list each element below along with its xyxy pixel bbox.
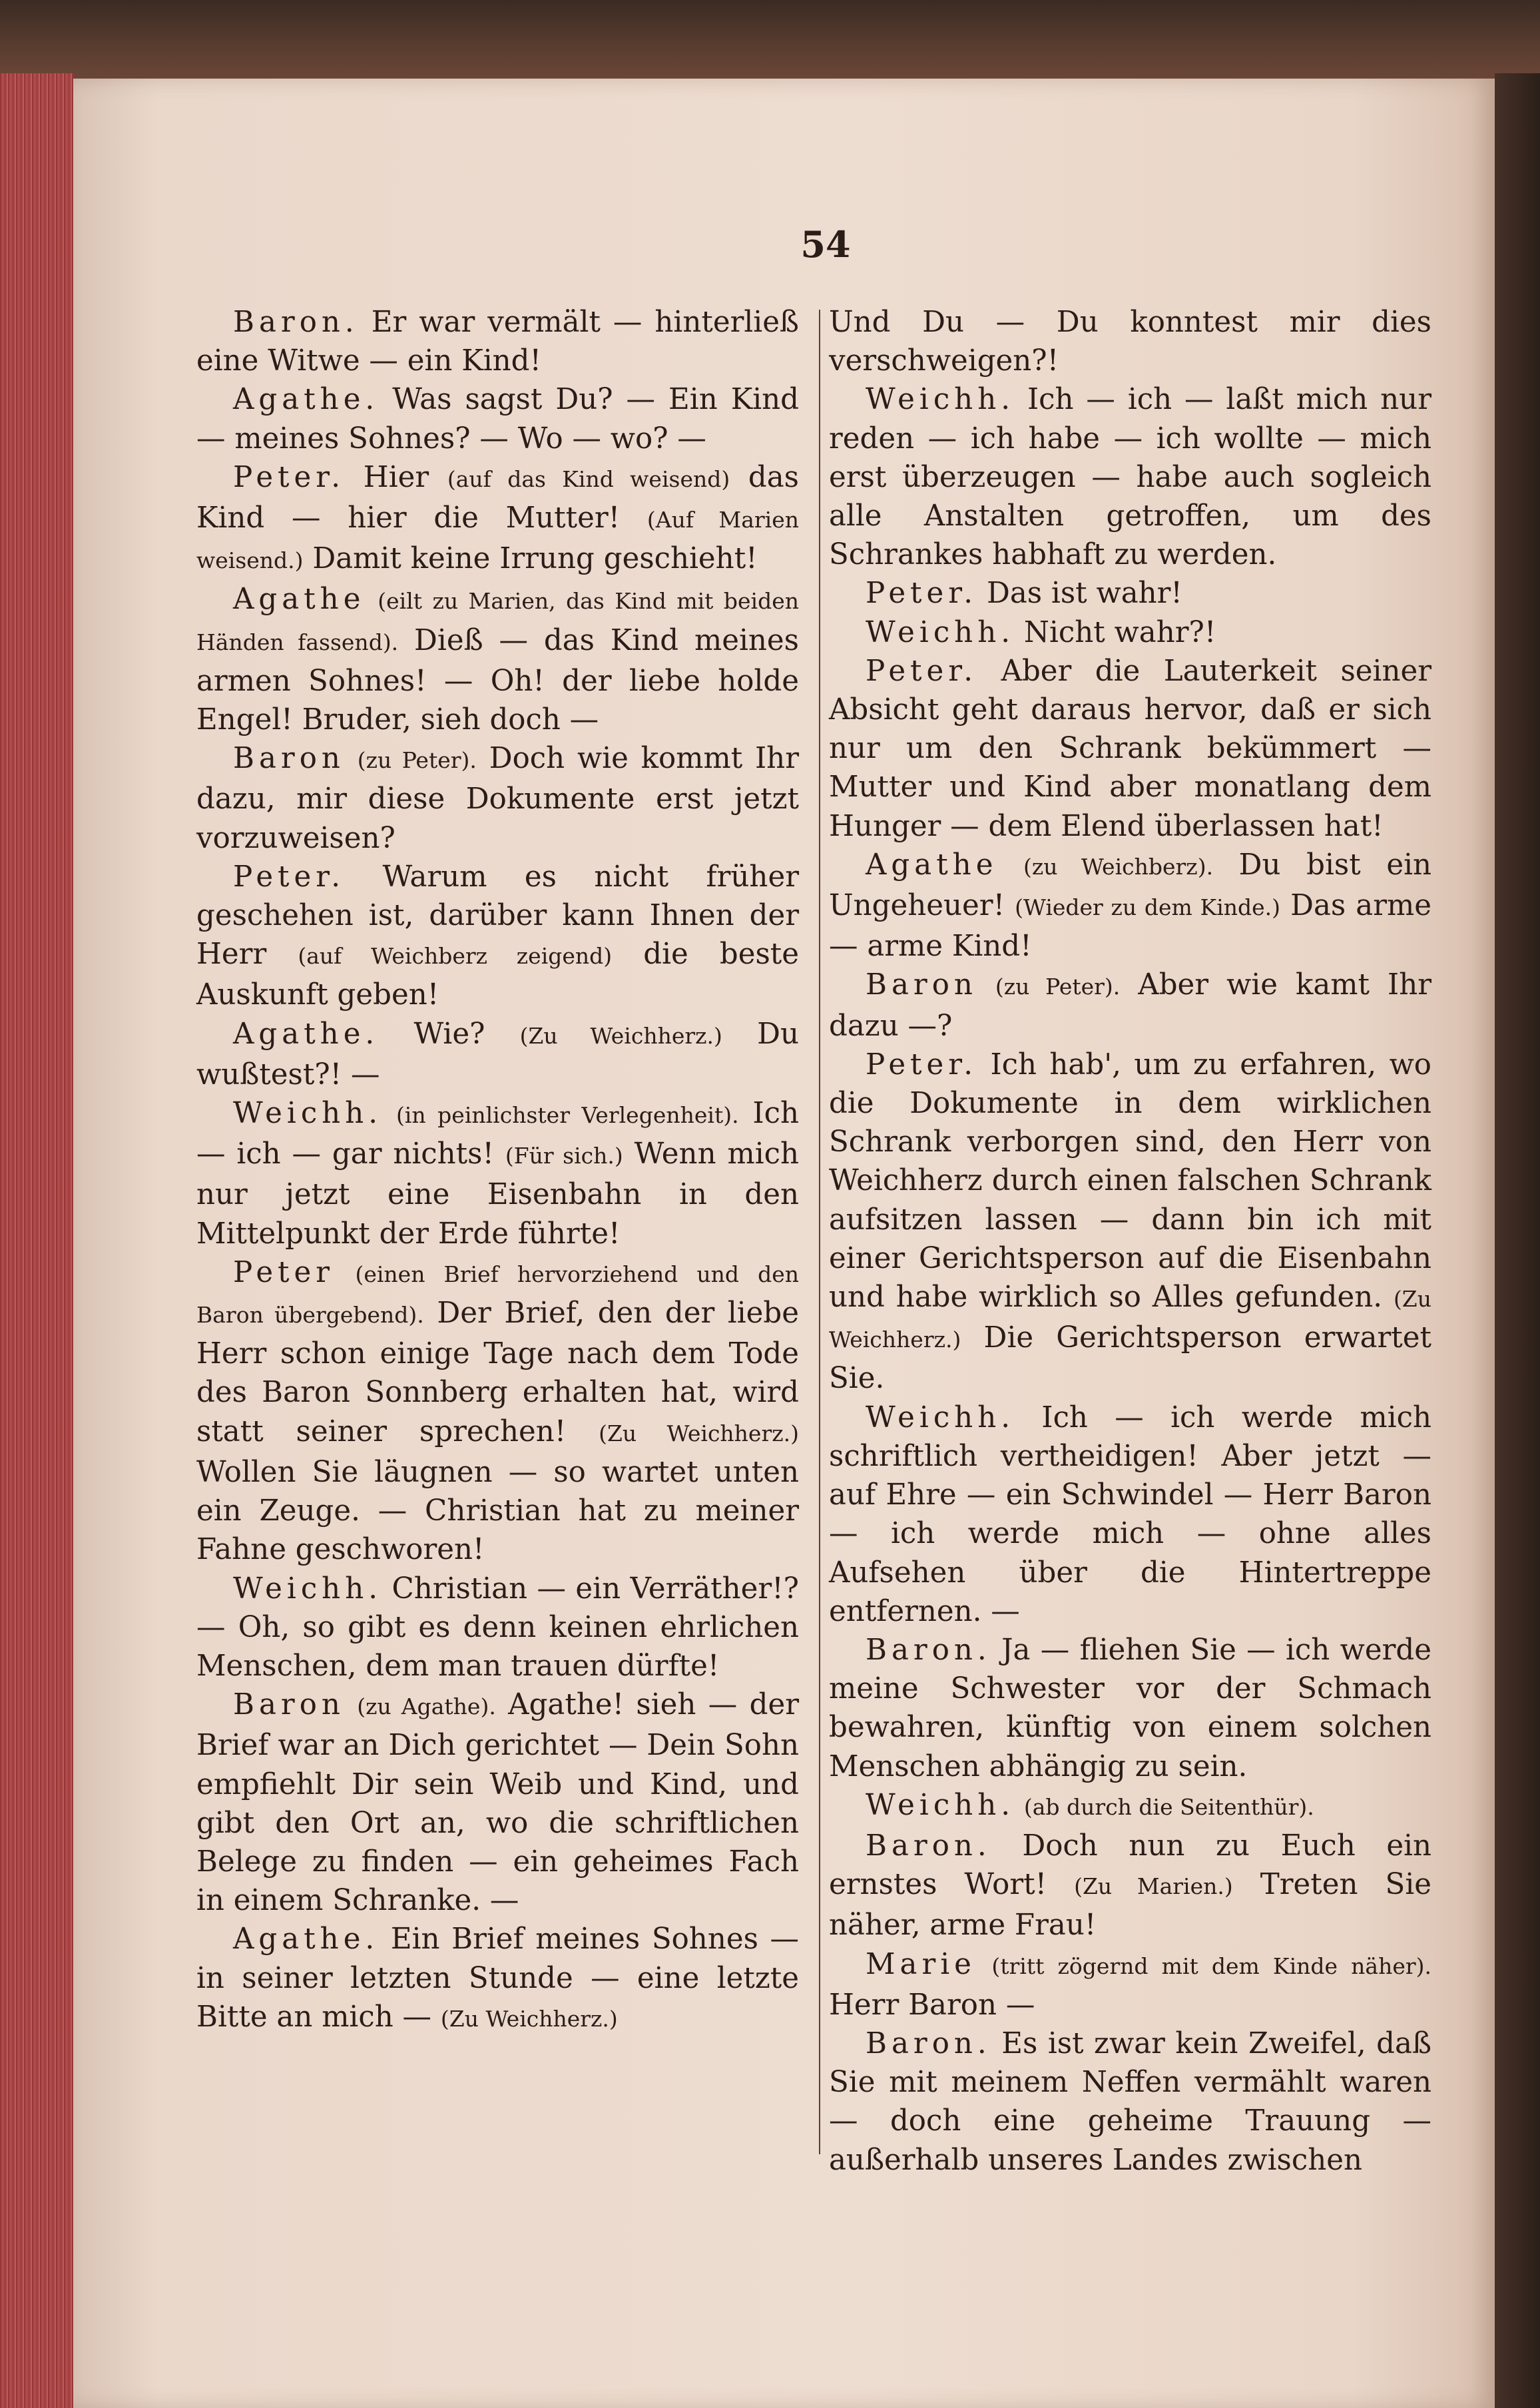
speaker-name: Agathe [233, 583, 366, 617]
dialogue-text: Treten Sie näher, arme Frau! [829, 1868, 1431, 1943]
speaker-name: Agathe. [233, 1923, 380, 1956]
dialogue-text: Die Gerichtsperson erwartet Sie. [829, 1321, 1431, 1396]
dialogue-paragraph [829, 574, 1431, 613]
dialogue-paragraph [829, 966, 1431, 1045]
dialogue-text: Ich — ich — gar nichts! [196, 1097, 800, 1171]
dialogue-text: Aber die Lauterkeit seiner Absicht geht daraus hervor, daß er sich nur um den Schrank bekümmert — Mutter und Kind aber monatlang dem Hunger — dem Elend überlassen hat! [829, 654, 1431, 843]
dialogue-paragraph [196, 1253, 799, 1570]
speaker-name: Marie [866, 1947, 976, 1981]
dialogue-text: Das arme — arme Kind! [829, 889, 1431, 964]
speaker-name: Weichh. [866, 615, 1015, 649]
dialogue-paragraph [829, 380, 1431, 574]
page-number: 54 [800, 223, 851, 266]
dialogue-text: Christian — ein Verräther!? — Oh, so gibt es denn keinen ehrlichen Menschen, dem man trauen dürfte! [196, 1572, 800, 1683]
dialogue-paragraph [196, 580, 799, 739]
stage-direction: (Zu Weichherz.) [599, 1420, 799, 1446]
speaker-name: Agathe. [233, 383, 380, 417]
dialogue-text: Damit keine Irrung geschieht! [303, 542, 758, 576]
dialogue-text: Was sagst Du? — Ein Kind — meines Sohnes? — Wo — wo? — [196, 383, 799, 455]
stage-direction: (auf Weichberz zeigend) [298, 943, 613, 970]
dialogue-paragraph [196, 1015, 799, 1094]
dialogue-text: das Kind — hier die Mutter! [196, 460, 800, 535]
dialogue-text: Dieß — das Kind meines armen Sohnes! — Oh! der liebe holde Engel! Bruder, sieh doch — [196, 623, 799, 737]
dialogue-text: Doch wie kommt Ihr dazu, mir diese Dokumente erst jetzt vorzuweisen? [196, 742, 799, 855]
dialogue-paragraph [196, 858, 799, 1015]
stage-direction: (Für sich.) [505, 1143, 623, 1169]
book-cover-top [0, 0, 1540, 80]
dialogue-paragraph [829, 652, 1431, 846]
dialogue-paragraph [829, 1945, 1431, 2024]
text-column-left [196, 303, 799, 2038]
speaker-name: Weichh. [233, 1572, 383, 1606]
dialogue-paragraph [196, 1920, 799, 2038]
dialogue-paragraph [829, 846, 1431, 966]
dialogue-text: Ich — ich — laßt mich nur reden — ich habe — ich wollte — mich erst überzeugen — habe auch sogleich alle Anstalten getroffen, um des Schrankes habhaft zu werden. [829, 383, 1431, 572]
speaker-name: Baron. [866, 1829, 991, 1863]
stage-direction: (Zu Weichherz.) [440, 2005, 618, 2032]
book-page-edges [0, 73, 73, 2408]
stage-direction: (ab durch die Seitenthür). [1023, 1793, 1314, 1820]
dialogue-text: Du bist ein Ungeheuer! [829, 848, 1432, 923]
dialogue-text: Aber wie kamt Ihr dazu —? [829, 968, 1432, 1043]
stage-direction: (Zu Marien.) [1074, 1873, 1233, 1900]
stage-direction: (auf das Kind weisend) [447, 465, 730, 492]
dialogue-text: Ich — ich werde mich schriftlich vertheidigen! Aber jetzt — auf Ehre — ein Schwindel — Herr Baron — ich werde mich — ohne alles Aufsehen über die Hintertreppe entfernen. — [829, 1400, 1432, 1628]
speaker-name: Weichh. [866, 1788, 1015, 1822]
dialogue-text: Wie? [413, 1017, 520, 1051]
dialogue-text: Ein Brief meines Sohnes — in seiner letzten Stunde — eine letzte Bitte an mich — [196, 1923, 799, 2034]
stage-direction: (tritt zögernd mit dem Kinde näher). [991, 1953, 1432, 1979]
speaker-name: Peter. [233, 860, 346, 894]
stage-direction: (zu Weichberz). [1023, 853, 1214, 880]
dialogue-paragraph [196, 1094, 799, 1253]
dialogue-text: Ja — fliehen Sie — ich werde meine Schwester vor der Schmach bewahren, künftig von einem solchen Menschen abhängig zu sein. [829, 1633, 1432, 1783]
speaker-name: Agathe [866, 848, 998, 882]
speaker-name: Peter. [866, 1048, 978, 1081]
dialogue-text: Hier [363, 460, 447, 494]
dialogue-text: Ich hab', um zu erfahren, wo die Dokumente in dem wirklichen Schrank verborgen sind, den Herr von Weichherz durch einen falschen Schrank aufsitzen lassen — dann bin ich mit einer Gerichtsperson auf die Eisenbahn und habe wirklich so Alles gefunden. [829, 1048, 1431, 1315]
dialogue-paragraph [196, 1685, 799, 1920]
dialogue-text: Doch nun zu Euch ein ernstes Wort! [829, 1829, 1431, 1902]
dialogue-text: Herr Baron — [829, 1988, 1035, 2022]
dialogue-text: Warum es nicht früher geschehen ist, darüber kann Ihnen der Herr [196, 860, 799, 972]
speaker-name: Weichh. [866, 1400, 1015, 1434]
dialogue-text [1382, 1281, 1394, 1314]
speaker-name: Weichh. [866, 383, 1015, 417]
stage-direction: (in peinlichster Verlegenheit). [395, 1102, 739, 1129]
speaker-name: Baron. [233, 306, 359, 339]
speaker-name: Peter [233, 1255, 335, 1289]
speaker-name: Baron. [866, 2026, 991, 2060]
dialogue-paragraph [829, 1046, 1431, 1398]
dialogue-continuation [829, 303, 1431, 380]
speaker-name: Baron [233, 1688, 345, 1722]
column-divider [819, 310, 820, 2154]
speaker-name: Baron [866, 968, 977, 1002]
dialogue-text: Wenn mich nur jetzt eine Eisenbahn in den Mittelpunkt der Erde führte! [196, 1137, 799, 1251]
speaker-name: Peter. [866, 577, 978, 611]
book-binding-right [1495, 73, 1540, 2408]
speaker-name: Baron [233, 742, 345, 776]
dialogue-paragraph [829, 1631, 1431, 1786]
dialogue-paragraph [829, 2024, 1431, 2180]
dialogue-paragraph [829, 1786, 1431, 1827]
dialogue-paragraph [196, 303, 799, 380]
stage-direction: (eilt zu Marien, das Kind mit beiden Händen fassend). [196, 588, 799, 655]
dialogue-text: Er war vermält — hinterließ eine Witwe — ein Kind! [196, 306, 799, 378]
dialogue-paragraph [196, 458, 799, 581]
stage-direction: (zu Peter). [357, 747, 477, 774]
stage-direction: (Zu Weichherz.) [829, 1286, 1431, 1353]
stage-direction: (Auf Marien weisend.) [196, 507, 799, 574]
speaker-name: Peter. [866, 654, 978, 688]
dialogue-text: Der Brief, den der liebe Herr schon einige Tage nach dem Tode des Baron Sonnberg erhalten hat, wird statt seiner sprechen! [196, 1297, 799, 1448]
dialogue-text: Du wußtest?! — [196, 1017, 799, 1091]
dialogue-paragraph [829, 1827, 1431, 1945]
dialogue-paragraph [829, 1398, 1431, 1631]
stage-direction: (Wieder zu dem Kinde.) [1015, 894, 1281, 921]
stage-direction: (zu Agathe). [357, 1693, 496, 1720]
stage-direction: (zu Peter). [995, 974, 1121, 1000]
stage-direction: (Zu Weichherz.) [519, 1022, 722, 1049]
dialogue-text: Nicht wahr?! [1023, 615, 1216, 649]
dialogue-text: Das ist wahr! [986, 577, 1182, 611]
dialogue-paragraph [829, 613, 1431, 652]
dialogue-paragraph [196, 1570, 799, 1686]
text-column-right [829, 303, 1431, 2180]
dialogue-text: Wollen Sie läugnen — so wartet unten ein Zeuge. — Christian hat zu meiner Fahne geschworen! [196, 1455, 799, 1567]
speaker-name: Baron. [866, 1633, 991, 1667]
speaker-name: Agathe. [233, 1017, 380, 1051]
dialogue-text: Es ist zwar kein Zweifel, daß Sie mit meinem Neffen vermählt waren — doch eine geheime Trauung — außerhalb unseres Landes zwischen [829, 2026, 1431, 2177]
dialogue-text: Und Du — Du konntest mir dies verschweigen?! [829, 306, 1431, 378]
dialogue-text: Agathe! sieh — der Brief war an Dich gerichtet — Dein Sohn empfiehlt Dir sein Weib und Kind, und gibt den Ort an, wo die schriftlichen Belege zu finden — ein geheimes Fach in einem Schranke. — [196, 1688, 800, 1918]
dialogue-text: die beste Auskunft geben! [196, 938, 799, 1012]
stage-direction: (einen Brief hervorziehend und den Baron übergebend). [196, 1261, 799, 1329]
speaker-name: Peter. [233, 460, 346, 494]
dialogue-paragraph [196, 380, 799, 457]
speaker-name: Weichh. [233, 1097, 383, 1131]
dialogue-paragraph [196, 739, 799, 858]
